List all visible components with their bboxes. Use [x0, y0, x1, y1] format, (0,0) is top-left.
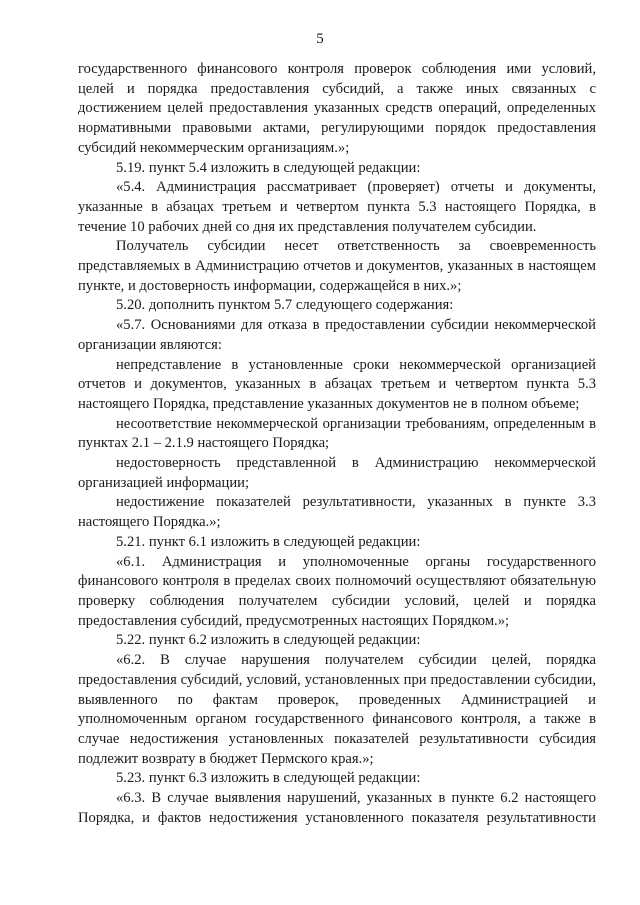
paragraph-item-5-19: 5.19. пункт 5.4 изложить в следующей редакции: [116, 159, 421, 176]
paragraph-clause-5-7: «5.7. Основаниями для отказа в предоставлении субсидии некоммерческой организации являются: [78, 317, 596, 353]
paragraph-recipient-responsibility: Получатель субсидии несет ответственность за своевременность представляемых в Администрацию отчетов и документов, указанных в настоящем пункте, и достоверность информации, содержащейся в них.»; [78, 238, 596, 294]
paragraph-ground-nonsubmission: непредставление в установленные сроки некоммерческой организацией отчетов и документов, указанных в абзацах третьем и четвертом пункта 5.3 настоящего Порядка, представление указанных документов не в полном объеме; [78, 356, 596, 412]
paragraph-item-5-21: 5.21. пункт 6.1 изложить в следующей редакции: [116, 533, 421, 550]
paragraph-ground-nonachievement: недостижение показателей результативности, указанных в пункте 3.3 настоящего Порядка.»; [78, 494, 596, 531]
paragraph-ground-noncompliance: несоответствие некоммерческой организации требованиям, определенным в пунктах 2.1 – 2.1.9 настоящего Порядка; [78, 415, 596, 452]
paragraph-clause-6-3: «6.3. В случае выявления нарушений, указанных в пункте 6.2 настоящего Порядка, и фактов недостижения установленного показателя результативности [78, 790, 596, 826]
paragraph-continuation: государственного финансового контроля проверок соблюдения ими условий, целей и порядка предоставления субсидий, а также иных связанных с достижением целей предоставления указанных средств операций, определенных нормативными правовыми актами, регулирующими порядок предоставления субсидий некоммерческим организациям.»; [78, 61, 596, 156]
paragraph-item-5-20: 5.20. дополнить пунктом 5.7 следующего содержания: [116, 297, 454, 314]
paragraph-ground-unreliability: недостоверность представленной в Администрацию некоммерческой организацией информации; [78, 455, 596, 491]
page-number: 5 [316, 31, 324, 47]
paragraph-item-5-22: 5.22. пункт 6.2 изложить в следующей редакции: [116, 632, 421, 649]
paragraph-item-5-23: 5.23. пункт 6.3 изложить в следующей редакции: [116, 770, 421, 787]
document-body [78, 60, 596, 828]
paragraph-clause-5-4: «5.4. Администрация рассматривает (проверяет) отчеты и документы, указанные в абзацах третьем и четвертом пункта 5.3 настоящего Порядка, в течение 10 рабочих дней со дня их представления получателем субсидии. [78, 179, 596, 235]
paragraph-clause-6-1: «6.1. Администрация и уполномоченные органы государственного финансового контроля в пределах своих полномочий осуществляют обязательную проверку соблюдения получателем субсидии условий, целей и порядка предоставления субсидий, предусмотренных настоящих Порядком.»; [78, 553, 596, 629]
paragraph-clause-6-2: «6.2. В случае нарушения получателем субсидии целей, порядка предоставления субсидий, условий, установленных при предоставлении субсидии, выявленного по фактам проверок, проведенных Администрацией и уполномоченным органом государственного финансового контроля, а также в случае недостижения установленных показателей результативности субсидия подлежит возврату в бюджет Пермского края.»; [78, 652, 596, 767]
